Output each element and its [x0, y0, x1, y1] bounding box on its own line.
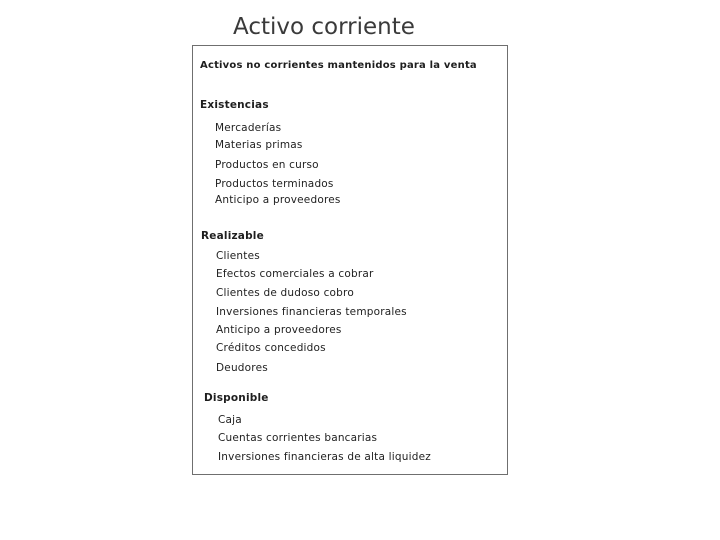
- realizable-item: Efectos comerciales a cobrar: [216, 268, 374, 280]
- existencias-heading: Existencias: [200, 99, 269, 111]
- slide-title: Activo corriente: [233, 14, 415, 40]
- realizable-item: Créditos concedidos: [216, 342, 326, 354]
- existencias-item: Anticipo a proveedores: [215, 194, 341, 206]
- realizable-item: Clientes: [216, 250, 260, 262]
- non-current-assets-heading: Activos no corrientes mantenidos para la venta: [200, 60, 477, 71]
- disponible-heading: Disponible: [204, 392, 269, 404]
- disponible-item: Caja: [218, 414, 242, 426]
- existencias-item: Productos en curso: [215, 159, 319, 171]
- realizable-item: Clientes de dudoso cobro: [216, 287, 354, 299]
- realizable-item: Anticipo a proveedores: [216, 324, 342, 336]
- disponible-item: Inversiones financieras de alta liquidez: [218, 451, 431, 463]
- existencias-item: Mercaderías: [215, 122, 282, 134]
- realizable-item: Inversiones financieras temporales: [216, 306, 407, 318]
- realizable-item: Deudores: [216, 362, 268, 374]
- existencias-item: Materias primas: [215, 139, 303, 151]
- disponible-item: Cuentas corrientes bancarias: [218, 432, 378, 444]
- realizable-heading: Realizable: [201, 230, 264, 242]
- asset-list-panel: [192, 45, 508, 475]
- existencias-item: Productos terminados: [215, 178, 334, 190]
